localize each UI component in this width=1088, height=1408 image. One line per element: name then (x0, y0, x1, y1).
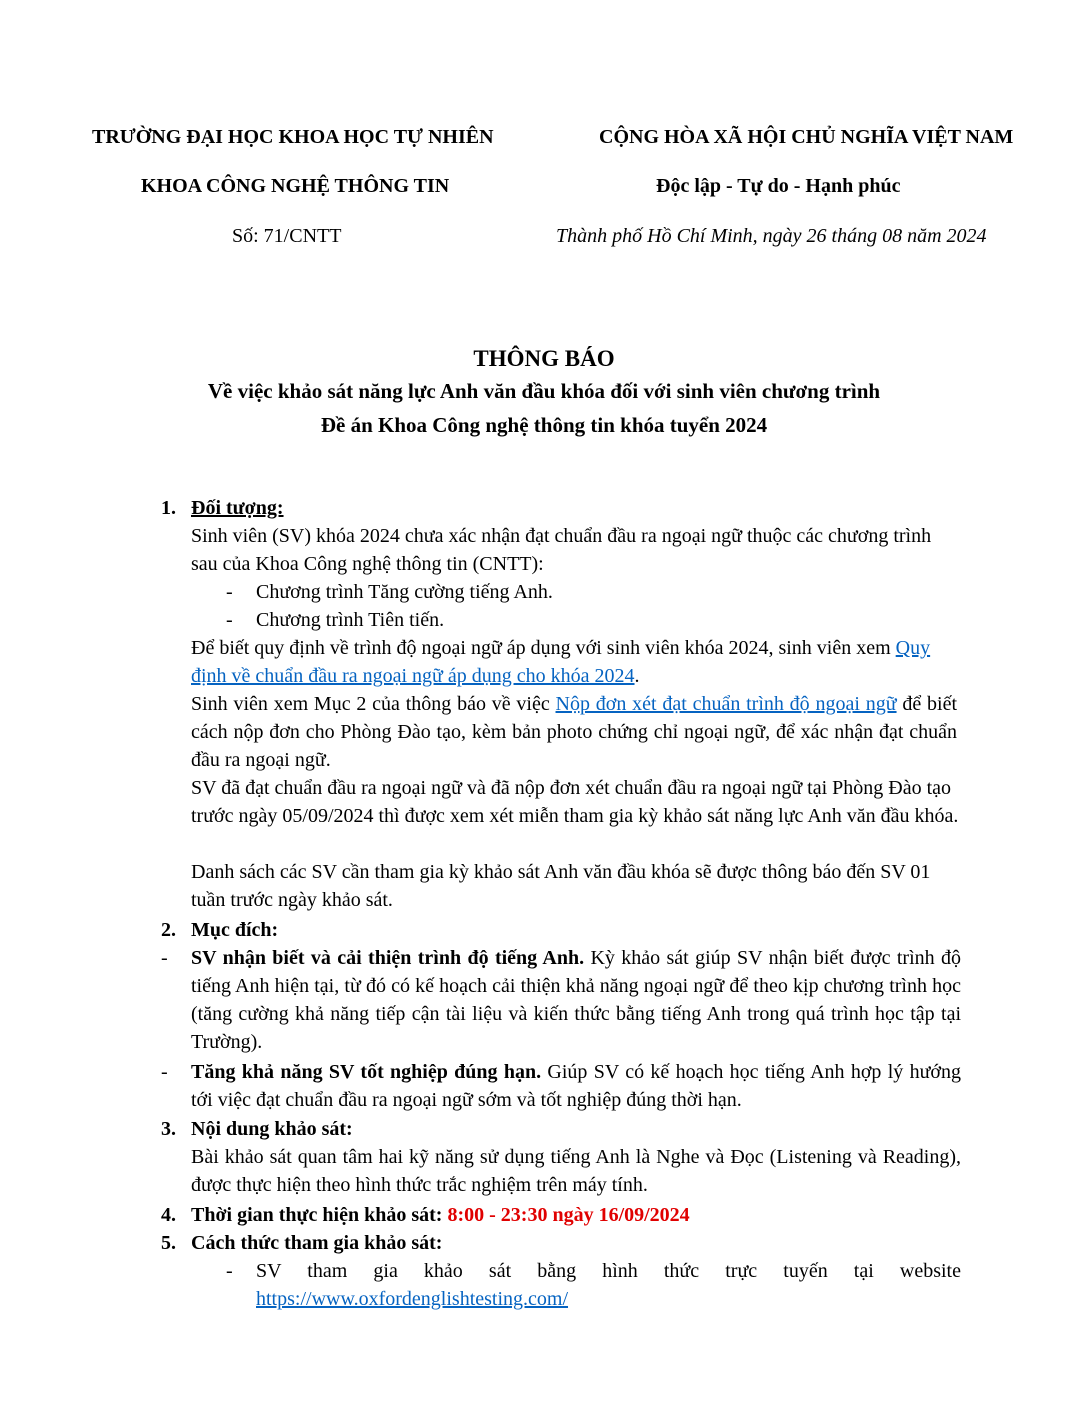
section-number: 2. (161, 919, 176, 941)
section-heading-content: Nội dung khảo sát: (191, 1118, 353, 1140)
bullet-marker: - (161, 947, 168, 969)
section-number: 1. (161, 497, 176, 519)
purpose-item (191, 1058, 961, 1114)
purpose-item-text: Kỳ khảo sát giúp SV nhận biết được trình độ tiếng Anh hiện tại, từ đó có kế hoạch cải thiện khả năng ngoại ngữ để theo kịp chương trình học (tăng cường khả năng tiếp cận tài liệu và kiến thức bằng tiếng Anh trong quá trình học tập tại Trường). (191, 947, 961, 1053)
regulation-text: Để biết quy định về trình độ ngoại ngữ áp dụng với sinh viên khóa 2024, sinh viên xem (191, 637, 896, 659)
survey-time: 8:00 - 23:30 ngày 16/09/2024 (447, 1204, 690, 1226)
method-text: SV tham gia khảo sát bằng hình thức trực tuyến tại website (256, 1260, 961, 1282)
application-paragraph (191, 690, 957, 774)
document-subtitle-line2: Đề án Khoa Công nghệ thông tin khóa tuyển 2024 (320, 413, 768, 437)
purpose-item-heading: Tăng khả năng SV tốt nghiệp đúng hạn. (191, 1061, 542, 1083)
section-number: 5. (161, 1232, 176, 1254)
faculty-name: KHOA CÔNG NGHỆ THÔNG TIN (141, 175, 450, 197)
document-number: Số: 71/CNTT (232, 225, 342, 247)
section-heading-time (191, 1201, 690, 1229)
purpose-item-text: Giúp SV có kế hoạch học tiếng Anh hợp lý hướng tới việc đạt chuẩn đầu ra ngoại ngữ sớm và tốt nghiệp đúng thời hạn. (191, 1061, 961, 1111)
regulation-end: . (634, 665, 640, 687)
section-heading-method: Cách thức tham gia khảo sát: (191, 1232, 443, 1254)
section-number: 4. (161, 1204, 176, 1226)
application-text: Sinh viên xem Mục 2 của thông báo về việc (191, 693, 556, 715)
bullet-marker: - (226, 1260, 233, 1282)
regulation-link[interactable]: Quy định về chuẩn đầu ra ngoại ngữ áp dụng cho khóa 2024 (191, 637, 931, 687)
application-link[interactable]: Nộp đơn xét đạt chuẩn trình độ ngoại ngữ (555, 693, 897, 715)
university-name: TRƯỜNG ĐẠI HỌC KHOA HỌC TỰ NHIÊN (92, 126, 494, 148)
bullet-marker: - (161, 1061, 168, 1083)
list-announcement-paragraph: Danh sách các SV cần tham gia kỳ khảo sát Anh văn đầu khóa sẽ được thông báo đến SV 01 tuần trước ngày khảo sát. (191, 861, 931, 911)
program-item: Chương trình Tăng cường tiếng Anh. (256, 581, 553, 603)
regulation-paragraph (191, 634, 961, 690)
program-item: Chương trình Tiên tiến. (256, 609, 445, 631)
section-number: 3. (161, 1118, 176, 1140)
section-heading-purpose: Mục đích: (191, 919, 279, 941)
purpose-item-heading: SV nhận biết và cải thiện trình độ tiếng Anh. (191, 947, 585, 969)
national-motto: Độc lập - Tự do - Hạnh phúc (656, 175, 901, 197)
document-title: THÔNG BÁO (473, 346, 615, 371)
section-heading-target: Đối tượng: (191, 497, 284, 519)
oxford-testing-link[interactable]: https://www.oxfordenglishtesting.com/ (256, 1288, 569, 1310)
purpose-item (191, 944, 961, 1056)
place-and-date: Thành phố Hồ Chí Minh, ngày 26 tháng 08 năm 2024 (556, 225, 987, 247)
national-title: CỘNG HÒA XÃ HỘI CHỦ NGHĨA VIỆT NAM (599, 126, 1014, 148)
bullet-marker: - (226, 581, 233, 603)
target-intro: Sinh viên (SV) khóa 2024 chưa xác nhận đạt chuẩn đầu ra ngoại ngữ thuộc các chương trình sau của Khoa Công nghệ thông tin (CNTT): (191, 525, 932, 575)
time-label: Thời gian thực hiện khảo sát: (191, 1204, 443, 1226)
exemption-paragraph: SV đã đạt chuẩn đầu ra ngoại ngữ và đã nộp đơn xét chuẩn đầu ra ngoại ngữ tại Phòng Đào tạo trước ngày 05/09/2024 thì được xem xét miễn tham gia kỳ khảo sát năng lực Anh văn đầu khóa. (191, 777, 959, 827)
application-end: để biết cách nộp đơn cho Phòng Đào tạo, kèm bản photo chứng chỉ ngoại ngữ, để xác nhận đạt chuẩn đầu ra ngoại ngữ. (191, 693, 957, 771)
document-subtitle-line1: Về việc khảo sát năng lực Anh văn đầu khóa đối với sinh viên chương trình (207, 379, 881, 403)
bullet-marker: - (226, 609, 233, 631)
content-paragraph: Bài khảo sát quan tâm hai kỹ năng sử dụng tiếng Anh là Nghe và Đọc (Listening và Reading), được thực hiện theo hình thức trắc nghiệm trên máy tính. (191, 1146, 961, 1196)
